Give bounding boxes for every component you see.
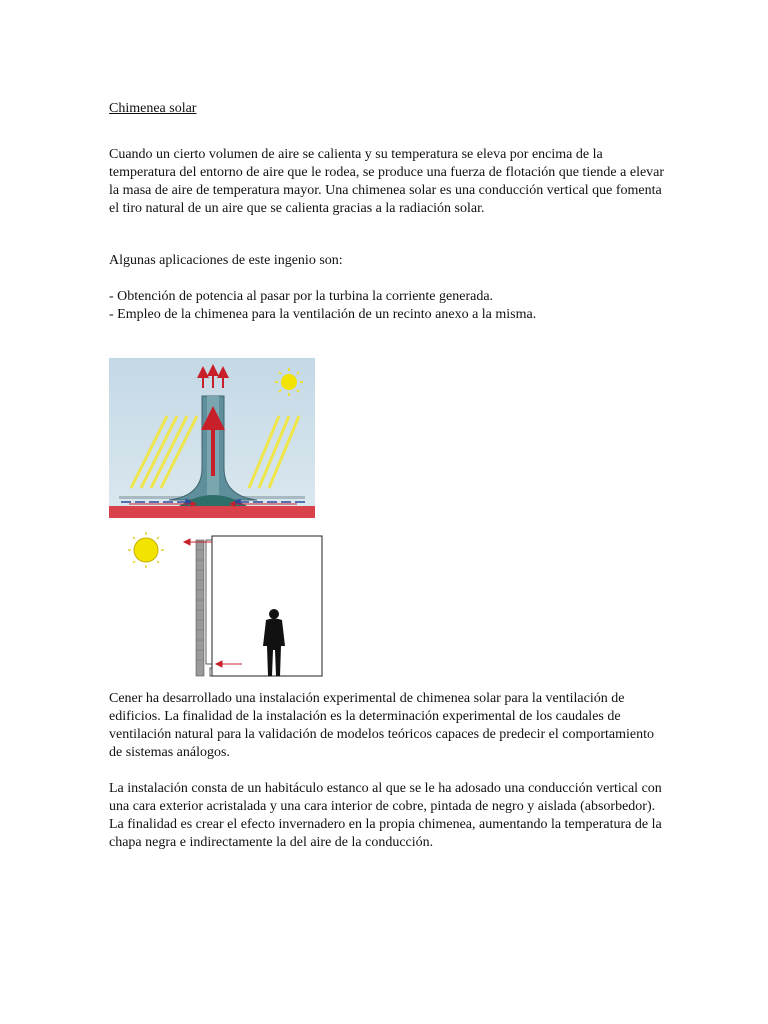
document-title: Chimenea solar <box>109 101 197 117</box>
room-ventilation-diagram <box>120 528 326 680</box>
list-item: - Empleo de la chimenea para la ventilación de un recinto anexo a la misma. <box>109 307 537 322</box>
cener-paragraph: Cener ha desarrollado una instalación experimental de chimenea solar para la ventilación de edificios. La finalidad de la instalación es la determinación experimental de los caudales de ventilación natural para la validación de modelos teóricos capaces de predecir el comportamiento de sistemas análogos. <box>109 691 654 760</box>
intro-paragraph: Cuando un cierto volumen de aire se calienta y su temperatura se eleva por encima de la temperatura del entorno de aire que le rodea, se produce una fuerza de flotación que tiende a elevar la masa de aire de temperatura mayor. Una chimenea solar es una conducción vertical que fomenta el tiro natural de un aire que se calienta gracias a la radiación solar. <box>109 147 665 216</box>
sun-icon <box>128 532 164 568</box>
solar-chimney-diagram <box>109 358 315 518</box>
applications-list <box>109 288 669 324</box>
list-item: - Obtención de potencia al pasar por la turbina la corriente generada. <box>109 289 494 304</box>
installation-paragraph: La instalación consta de un habitáculo estanco al que se le ha adosado una conducción vertical con una cara exterior acristalada y una cara interior de cobre, pintada de negro y aislada (absorbedor). La finalidad es crear el efecto invernadero en la propia chimenea, aumentando la temperatura de la chapa negra e indirectamente la del aire de la conducción. <box>109 781 662 850</box>
applications-intro: Algunas aplicaciones de este ingenio son: <box>109 253 343 268</box>
